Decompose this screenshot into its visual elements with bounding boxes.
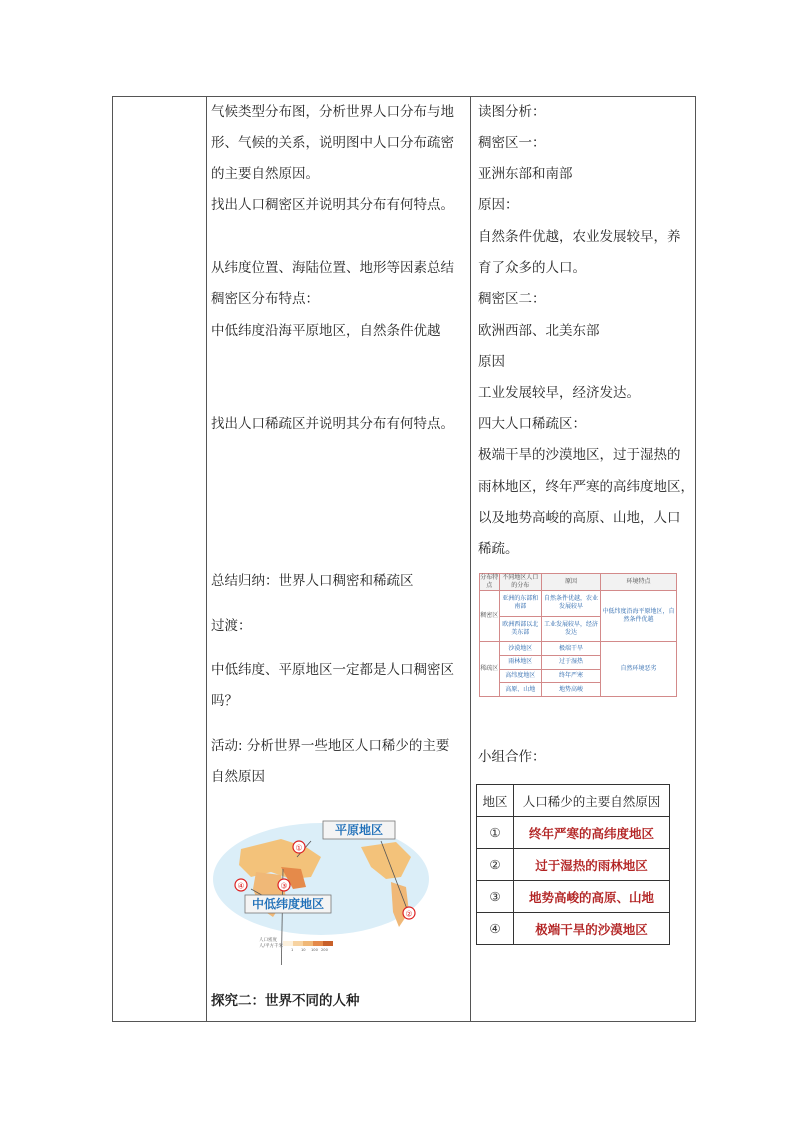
- row-number: ③: [477, 881, 514, 913]
- dense-label: 稠密区: [480, 591, 500, 642]
- sparse-env: 自然环境恶劣: [601, 642, 677, 697]
- legend-swatch: [303, 941, 313, 946]
- text-line: 中低纬度沿海平原地区，自然条件优越: [211, 323, 441, 339]
- table-cell: 亚洲的东部和南部: [499, 591, 541, 617]
- row-reason: 地势高峻的高原、山地: [514, 881, 670, 913]
- text-line: 自然原因: [211, 769, 265, 785]
- text-line: 从纬度位置、海陆位置、地形等因素总结: [211, 260, 454, 276]
- legend-swatch: [313, 941, 323, 946]
- legend-title: 人口密度: [259, 938, 277, 943]
- text-line: 找出人口稀疏区并说明其分布有何特点。: [211, 416, 454, 432]
- legend-tick: 200: [321, 948, 328, 952]
- coop-table: [476, 784, 670, 945]
- midlat-region-label: 中低纬度地区: [251, 897, 325, 911]
- legend-swatch: [293, 941, 303, 946]
- table-cell: 自然条件优越，农业发展较早: [541, 591, 600, 617]
- legend-tick: 1: [291, 948, 294, 952]
- plain-region-label: 平原地区: [334, 823, 384, 837]
- row-number: ②: [477, 849, 514, 881]
- text-line: 工业发展较早，经济发达。: [478, 385, 640, 401]
- legend-swatch: [323, 941, 333, 946]
- coop-title: 小组合作：: [478, 749, 546, 765]
- text-line: 极端干旱的沙漠地区，过于湿热的: [478, 447, 681, 463]
- text-line: 过渡：: [211, 618, 252, 634]
- text-line: 四大人口稀疏区：: [478, 416, 586, 432]
- legend-tick: 100: [311, 948, 318, 952]
- text-line: 读图分析：: [478, 104, 546, 120]
- text-line: 稠密区一：: [478, 135, 546, 151]
- table-header: 环境特点: [601, 574, 677, 591]
- text-line: 以及地势高峻的高原、山地，人口: [478, 510, 681, 526]
- column-divider: [206, 97, 207, 1021]
- table-cell: 沙漠地区: [499, 642, 541, 656]
- section-heading: 探究二：世界不同的人种: [211, 993, 360, 1009]
- sparse-label: 稀疏区: [480, 642, 500, 697]
- table-cell: 高原、山地: [499, 683, 541, 697]
- table-cell: 高纬度地区: [499, 669, 541, 683]
- text-line: 的主要自然原因。: [211, 166, 319, 182]
- text-line: 稀疏。: [478, 541, 519, 557]
- row-number: ④: [477, 913, 514, 945]
- text-line: 气候类型分布图，分析世界人口分布与地: [211, 104, 454, 120]
- row-number: ①: [477, 817, 514, 849]
- row-reason: 过于湿热的雨林地区: [514, 849, 670, 881]
- text-line: 原因：: [478, 197, 519, 213]
- table-cell: 地势高峻: [541, 683, 600, 697]
- legend-swatch: [283, 941, 293, 946]
- text-line: 吗？: [211, 693, 238, 709]
- table-cell: 终年严寒: [541, 669, 600, 683]
- text-line: 中低纬度、平原地区一定都是人口稠密区: [211, 662, 454, 678]
- table-row: [477, 913, 670, 945]
- world-population-map: [211, 817, 437, 965]
- table-row: [477, 817, 670, 849]
- text-line: 找出人口稠密区并说明其分布有何特点。: [211, 197, 454, 213]
- text-line: 育了众多的人口。: [478, 260, 586, 276]
- legend-tick: 10: [301, 948, 306, 952]
- marker-2-label: ②: [405, 909, 413, 919]
- row-reason: 极端干旱的沙漠地区: [514, 913, 670, 945]
- table-header: 原因: [541, 574, 600, 591]
- marker-4-label: ④: [237, 881, 245, 891]
- table-cell: 工业发展较早，经济发达: [541, 616, 600, 642]
- text-line: 雨林地区，终年严寒的高纬度地区，: [478, 479, 694, 495]
- text-line: 总结归纳：世界人口稠密和稀疏区: [211, 573, 414, 589]
- legend-unit: 人/平方千米: [259, 944, 284, 949]
- row-reason: 终年严寒的高纬度地区: [514, 817, 670, 849]
- text-line: 形、气候的关系，说明图中人口分布疏密: [211, 135, 454, 151]
- table-row: [477, 881, 670, 913]
- table-row: [477, 849, 670, 881]
- summary-table: [479, 573, 677, 697]
- text-line: 稠密区二：: [478, 291, 546, 307]
- table-cell: 雨林地区: [499, 656, 541, 670]
- table-cell: 欧洲西部以北美东部: [499, 616, 541, 642]
- table-cell: 过于湿热: [541, 656, 600, 670]
- table-cell: 极端干旱: [541, 642, 600, 656]
- text-line: 亚洲东部和南部: [478, 166, 573, 182]
- table-header: 地区: [477, 785, 514, 817]
- text-line: 活动: 分析世界一些地区人口稀少的主要: [211, 738, 450, 754]
- text-line: 稠密区分布特点：: [211, 291, 319, 307]
- text-line: 欧洲西部、北美东部: [478, 323, 600, 339]
- text-line: 自然条件优越，农业发展较早，养: [478, 229, 681, 245]
- marker-3-label: ③: [280, 881, 288, 891]
- table-header: 分布特点: [480, 574, 499, 589]
- marker-1-label: ①: [295, 843, 303, 853]
- table-header: 不同地区人口的分布: [499, 574, 541, 591]
- table-header: 人口稀少的主要自然原因: [514, 785, 670, 817]
- text-line: 原因: [478, 354, 505, 370]
- dense-env: 中低纬度沿海平原地区，自然条件优越: [601, 591, 677, 642]
- lesson-table: [112, 96, 696, 1022]
